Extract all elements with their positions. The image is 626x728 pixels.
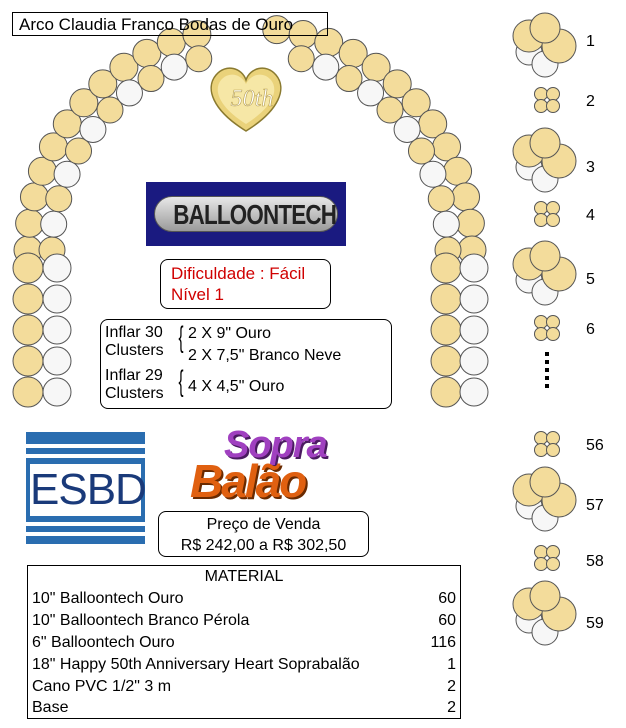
arch-leg-balloon-gold	[13, 377, 43, 407]
price-label: Preço de Venda	[206, 516, 321, 533]
inflate-group-2-count: Inflar 29	[105, 367, 163, 384]
arch-balloon-gold	[433, 133, 461, 161]
esbd-logo-stripe	[26, 444, 145, 448]
cluster-balloon-gold	[530, 581, 560, 611]
cluster-label: 3	[586, 159, 595, 176]
cluster-small-balloon	[535, 558, 548, 571]
cluster-small-balloon	[535, 100, 548, 113]
page-title: Arco Claudia Franco Bodas de Ouro	[12, 12, 328, 36]
ellipsis-dot	[545, 376, 549, 380]
inflate-instructions	[100, 319, 392, 409]
inflate-group-1-label	[105, 324, 164, 360]
cluster-label: 59	[586, 615, 604, 632]
material-row	[32, 697, 456, 719]
arch-balloon-gold	[16, 209, 44, 237]
material-name: Cano PVC 1/2" 3 m	[32, 678, 172, 695]
material-row	[32, 610, 456, 632]
arch-leg-balloon-gold	[431, 315, 461, 345]
soprabalao-logo	[190, 424, 340, 506]
cluster-small-balloon	[535, 202, 548, 215]
soprabalao-logo-line-1: Sopra	[224, 424, 327, 466]
brace-icon: {	[178, 321, 184, 354]
cluster-small-balloon	[547, 558, 560, 571]
material-table	[27, 565, 461, 719]
material-name: Base	[32, 699, 69, 716]
arch-balloon-inner	[428, 186, 454, 212]
material-row	[32, 676, 456, 698]
esbd-logo	[26, 432, 145, 544]
ellipsis-dot	[545, 360, 549, 364]
balloontech-logo-text: BALLOONTECH	[173, 199, 337, 230]
ellipsis-dot	[545, 368, 549, 372]
arch-leg-balloon-white	[43, 347, 71, 375]
cluster-small-balloon	[535, 444, 548, 457]
material-name: 6" Balloontech Ouro	[32, 634, 175, 651]
arch-balloon-inner	[41, 211, 67, 237]
arch-leg-balloon-white	[460, 347, 488, 375]
cluster-small-balloon	[547, 432, 560, 445]
arch-leg-balloon-white	[43, 378, 71, 406]
cluster-label: 2	[586, 93, 595, 110]
arch-leg-balloon-gold	[431, 284, 461, 314]
arch-leg-balloon-white	[43, 254, 71, 282]
cluster-label: 57	[586, 497, 604, 514]
esbd-logo-stripe	[26, 454, 145, 458]
material-name: 10" Balloontech Ouro	[32, 590, 184, 607]
arch-leg-balloon-gold	[13, 253, 43, 283]
arch-balloon-gold	[20, 183, 48, 211]
arch-balloon-gold	[444, 157, 472, 185]
cluster-small-balloon	[547, 88, 560, 101]
arch-leg-balloon-white	[460, 378, 488, 406]
cluster-small-balloon	[547, 546, 560, 559]
difficulty-label: Dificuldade : Fácil	[171, 264, 306, 283]
price-range: R$ 242,00 a R$ 302,50	[180, 537, 347, 554]
cluster-balloon-gold	[530, 241, 560, 271]
cluster-small-balloon	[535, 88, 548, 101]
material-qty: 1	[447, 656, 456, 673]
balloontech-logo-pill	[154, 196, 338, 232]
cluster-small-balloon	[535, 316, 548, 329]
arch-leg-balloon-white	[460, 285, 488, 313]
ellipsis-dot	[545, 352, 549, 356]
material-title: MATERIAL	[204, 568, 284, 585]
price-box	[158, 511, 369, 557]
soprabalao-logo-line-2: Balão	[190, 455, 306, 507]
arch-leg-balloon-gold	[13, 284, 43, 314]
inflate-group-2-label	[105, 367, 164, 403]
cluster-label: 56	[586, 437, 604, 454]
esbd-logo-text: ESBD	[30, 465, 146, 514]
material-qty: 60	[438, 590, 456, 607]
inflate-group-2-size-1: 4 X 4,5" Ouro	[188, 378, 285, 395]
arch-balloon-inner	[394, 116, 420, 142]
arch-balloon-gold	[452, 183, 480, 211]
arch-balloon-inner	[186, 46, 212, 72]
arch-leg-balloon-white	[460, 254, 488, 282]
arch-leg-balloon-white	[460, 316, 488, 344]
arch-balloon-inner	[288, 46, 314, 72]
cluster-small-balloon	[535, 328, 548, 341]
material-qty: 2	[447, 699, 456, 716]
arch-balloon-inner	[66, 138, 92, 164]
esbd-logo-stripe	[26, 532, 145, 536]
arch-balloon-inner	[336, 66, 362, 92]
arch-balloon-inner	[313, 54, 339, 80]
difficulty-box	[160, 259, 331, 309]
arch-balloon-inner	[54, 161, 80, 187]
cluster-small-balloon	[547, 444, 560, 457]
cluster-label: 58	[586, 553, 604, 570]
arch-balloon-gold	[28, 157, 56, 185]
ellipsis-dot	[545, 384, 549, 388]
material-qty: 60	[438, 612, 456, 629]
balloontech-logo	[146, 182, 346, 246]
cluster-legend	[513, 13, 604, 645]
cluster-small-balloon	[547, 202, 560, 215]
cluster-small-balloon	[547, 316, 560, 329]
cluster-label: 5	[586, 271, 595, 288]
cluster-small-balloon	[547, 328, 560, 341]
arch-balloon-inner	[116, 80, 142, 106]
arch-leg-balloon-gold	[13, 346, 43, 376]
cluster-small-balloon	[535, 214, 548, 227]
material-qty: 116	[430, 634, 456, 651]
material-row	[32, 632, 456, 654]
cluster-label: 1	[586, 33, 595, 50]
cluster-small-balloon	[547, 100, 560, 113]
cluster-small-balloon	[535, 432, 548, 445]
brace-icon: {	[178, 365, 184, 398]
material-row	[32, 588, 456, 610]
cluster-small-balloon	[535, 546, 548, 559]
arch-balloon-inner	[46, 186, 72, 212]
cluster-balloon-gold	[530, 13, 560, 43]
arch-leg-balloon-gold	[431, 346, 461, 376]
inflate-group-1-unit: Clusters	[105, 342, 164, 359]
cluster-balloon-gold	[530, 128, 560, 158]
cluster-small-balloon	[547, 214, 560, 227]
material-name: 18" Happy 50th Anniversary Heart Soprabalão	[32, 656, 360, 673]
cluster-label: 4	[586, 207, 595, 224]
inflate-group-1-size-1: 2 X 9" Ouro	[188, 325, 272, 342]
arch-leg-balloon-gold	[13, 315, 43, 345]
arch-balloon-inner	[161, 54, 187, 80]
material-name: 10" Balloontech Branco Pérola	[32, 612, 250, 629]
arch-balloon-inner	[433, 211, 459, 237]
difficulty-level: Nível 1	[171, 285, 224, 304]
cluster-label: 6	[586, 321, 595, 338]
arch-balloon-inner	[420, 161, 446, 187]
arch-leg-balloon-gold	[431, 377, 461, 407]
heart-balloon-text: 50th	[230, 86, 274, 112]
arch-balloon-gold	[456, 209, 484, 237]
arch-balloon-inner	[138, 66, 164, 92]
inflate-group-2-unit: Clusters	[105, 385, 164, 402]
arch-leg-balloon-white	[43, 316, 71, 344]
arch-leg-balloon-gold	[431, 253, 461, 283]
cluster-balloon-gold	[530, 467, 560, 497]
arch-leg-balloon-white	[43, 285, 71, 313]
heart-balloon	[211, 68, 281, 131]
arch-balloon-gold	[133, 39, 161, 67]
inflate-group-1-count: Inflar 30	[105, 324, 163, 341]
arch-balloon-inner	[408, 138, 434, 164]
inflate-group-1-size-2: 2 X 7,5" Branco Neve	[188, 347, 342, 364]
material-row	[32, 654, 456, 676]
esbd-logo-stripe	[26, 522, 145, 526]
material-qty: 2	[447, 678, 456, 695]
